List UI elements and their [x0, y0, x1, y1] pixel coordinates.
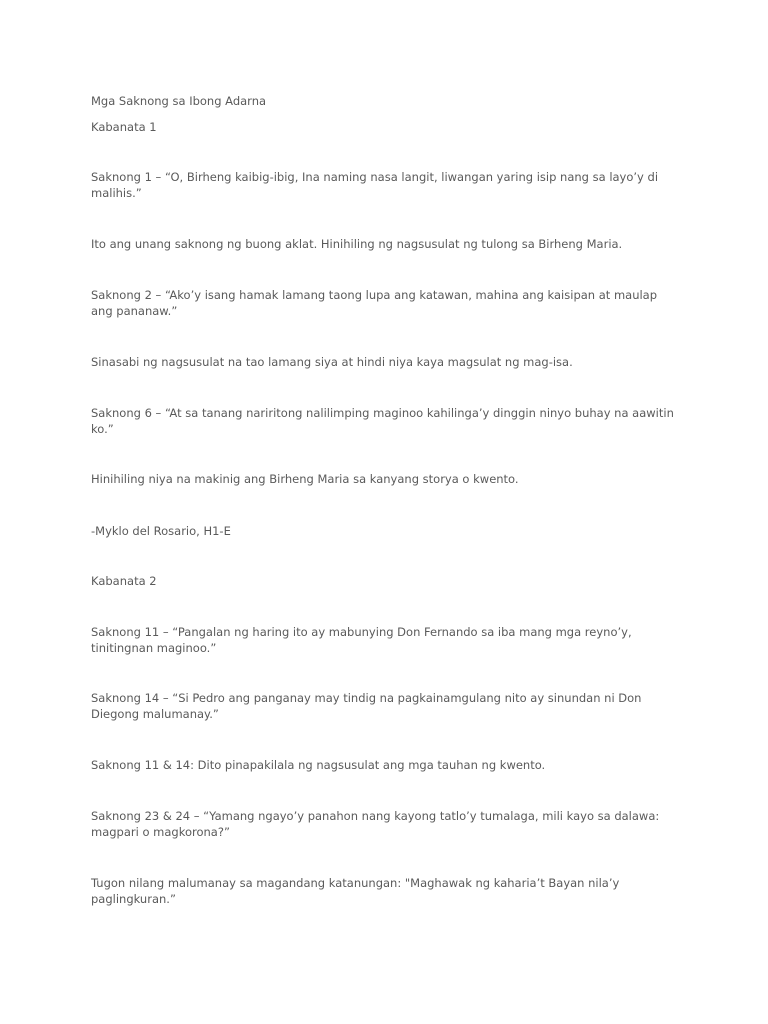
stanza-quote: Saknong 6 – “At sa tanang nariritong nalilimping maginoo kahilinga’y dinggin ninyo buhay na aawitin ko.”	[91, 406, 674, 436]
document-title: Mga Saknong sa Ibong Adarna	[91, 94, 267, 108]
author-credit: -Myklo del Rosario, H1-E	[91, 524, 231, 538]
chapter-heading: Kabanata 2	[91, 574, 157, 588]
stanza-quote: Saknong 1 – “O, Birheng kaibig-ibig, Ina naming nasa langit, liwangan yaring isip nang sa layo’y di malihis.”	[91, 170, 659, 200]
stanza-explanation: Hinihiling niya na makinig ang Birheng Maria sa kanyang storya o kwento.	[91, 472, 519, 486]
stanza-explanation: Tugon nilang malumanay sa magandang katanungan: "Maghawak ng kaharia’t Bayan nila’y paglingkuran.”	[91, 876, 620, 906]
chapter-heading: Kabanata 1	[91, 120, 157, 134]
stanza-explanation: Ito ang unang saknong ng buong aklat. Hinihiling ng nagsusulat ng tulong sa Birheng Maria.	[91, 237, 623, 251]
stanza-quote: Saknong 23 & 24 – “Yamang ngayo’y panahon nang kayong tatlo’y tumalaga, mili kayo sa dalawa: magpari o magkorona?”	[91, 809, 660, 839]
stanza-quote: Saknong 14 – “Si Pedro ang panganay may tindig na pagkainamgulang nito ay sinundan ni Don Diegong malumanay.”	[91, 691, 642, 721]
stanza-quote: Saknong 11 – “Pangalan ng haring ito ay mabunying Don Fernando sa iba mang mga reyno’y, tinitingnan maginoo.”	[91, 625, 632, 655]
stanza-explanation: Sinasabi ng nagsusulat na tao lamang siya at hindi niya kaya magsulat ng mag-isa.	[91, 355, 573, 369]
stanza-quote: Saknong 2 – “Ako’y isang hamak lamang taong lupa ang katawan, mahina ang kaisipan at maulap ang pananaw.”	[91, 288, 658, 318]
stanza-explanation: Saknong 11 & 14: Dito pinapakilala ng nagsusulat ang mga tauhan ng kwento.	[91, 758, 546, 772]
